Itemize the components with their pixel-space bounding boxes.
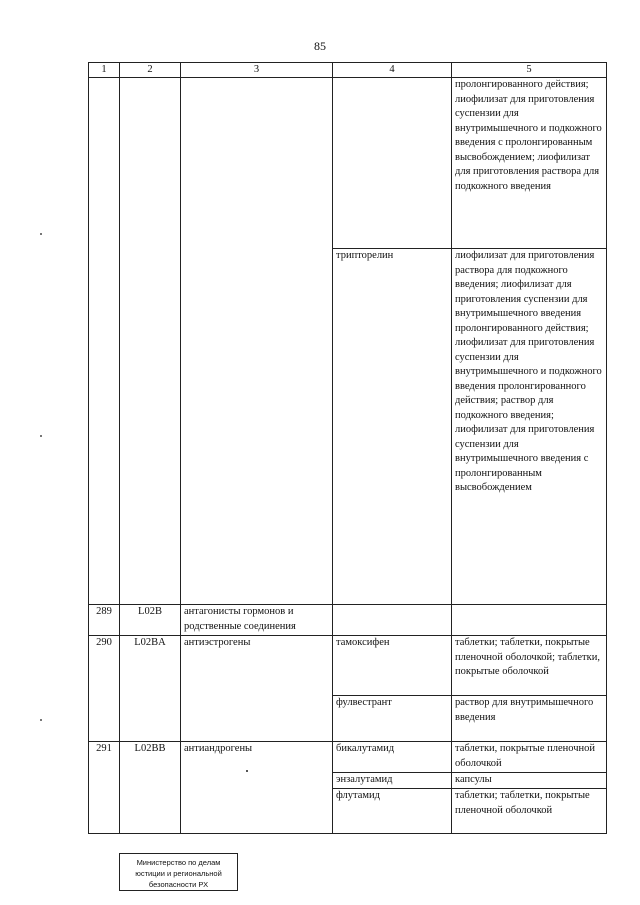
row-number-cell: 290: [89, 636, 120, 742]
dosage-form-cell: таблетки; таблетки, покрытые пленочной оболочкой: [452, 789, 607, 834]
stamp-line-3: безопасности РХ: [148, 880, 209, 889]
drug-name-cell: фулвестрант: [333, 696, 452, 742]
group-cell: антагонисты гормонов и родственные соединения: [181, 605, 333, 636]
scan-speck: [40, 719, 42, 721]
dosage-form-cell: лиофилизат для приготовления раствора для подкожного введения; лиофилизат для приготовления суспензии для внутримышечного введения пролонгированного действия; лиофилизат для приготовления суспензии для внутримышечного и подкожного введения пролонгированного действия; раствор для подкожного введения; лиофилизат для приготовления суспензии для внутримышечного введения с пролонгированным высвобождением: [452, 249, 607, 605]
dosage-form-cell: пролонгированного действия; лиофилизат для приготовления суспензии для внутримышечного и подкожного введения с пролонгированным высвобождением; лиофилизат для приготовления раствора для подкожного введения: [452, 78, 607, 249]
drug-name-cell: [333, 605, 452, 636]
table-row: [89, 742, 607, 773]
table-row: [89, 78, 607, 249]
scan-speck: [40, 435, 42, 437]
group-cell: [181, 78, 333, 605]
stamp-line-1: Министерство по делам: [136, 858, 221, 867]
dosage-form-cell: таблетки, покрытые пленочной оболочкой: [452, 742, 607, 773]
dosage-form-cell: таблетки; таблетки, покрытые пленочной оболочкой; таблетки, покрытые оболочкой: [452, 636, 607, 696]
header-row: [89, 63, 607, 78]
drug-name-cell: [333, 78, 452, 249]
dosage-form-cell: [452, 605, 607, 636]
row-number-cell: 291: [89, 742, 120, 834]
dosage-form-cell: раствор для внутримышечного введения: [452, 696, 607, 742]
drug-name-cell: энзалутамид: [333, 773, 452, 789]
drug-name-cell: трипторелин: [333, 249, 452, 605]
row-number-cell: 289: [89, 605, 120, 636]
header-col-5: 5: [452, 63, 607, 78]
group-cell: антиандрогены: [181, 742, 333, 834]
header-col-4: 4: [333, 63, 452, 78]
drug-name-cell: флутамид: [333, 789, 452, 834]
atc-code-cell: L02B: [120, 605, 181, 636]
atc-code-cell: L02BB: [120, 742, 181, 834]
page-number: 85: [314, 39, 326, 53]
scan-speck: [40, 233, 42, 235]
row-number-cell: [89, 78, 120, 605]
stamp-line-2: юстиции и региональной: [135, 869, 222, 878]
atc-code-cell: L02BA: [120, 636, 181, 742]
header-col-3: 3: [181, 63, 333, 78]
table-row: [89, 636, 607, 696]
ministry-stamp: [119, 853, 238, 891]
scan-speck: [246, 770, 248, 772]
drug-table: [88, 62, 607, 834]
header-col-2: 2: [120, 63, 181, 78]
drug-name-cell: тамоксифен: [333, 636, 452, 696]
atc-code-cell: [120, 78, 181, 605]
table-row: [89, 605, 607, 636]
drug-name-cell: бикалутамид: [333, 742, 452, 773]
header-col-1: 1: [89, 63, 120, 78]
dosage-form-cell: капсулы: [452, 773, 607, 789]
group-cell: антиэстрогены: [181, 636, 333, 742]
